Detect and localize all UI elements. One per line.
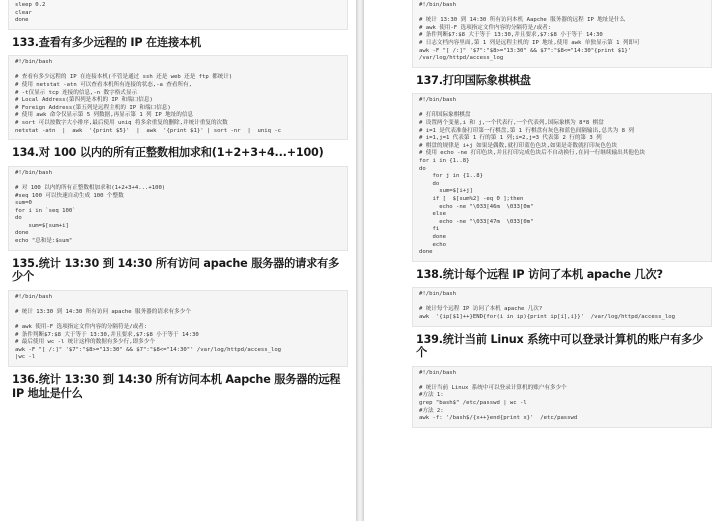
- code-line: for j in {1..8}: [419, 173, 483, 180]
- code-line: #!/bin/bash: [419, 2, 457, 8]
- code-block-134: [8, 166, 348, 251]
- heading-135: 135.统计 13:30 到 14:30 所有访问 apache 服务器的请求有多少个: [12, 256, 340, 284]
- code-line: # 使用 netstat -atn 可以查看本机所有连接的状态,-a 查看所有,: [15, 82, 193, 89]
- code-line: #!/bin/bash: [419, 291, 457, 298]
- code-block-133: [8, 55, 348, 140]
- code-line: # 统计每个远程 IP 访问了本机 apache 几次?: [419, 306, 543, 313]
- code-line: fi: [419, 226, 440, 233]
- code-line: # 查看有多少远程的 IP 在连接本机(不管是通过 ssh 还是 web 还是 ftp 都统计): [15, 74, 233, 81]
- page-gutter: [356, 0, 364, 521]
- code-line: echo -ne "\033[47m \033[0m": [419, 218, 534, 225]
- left-page: [0, 0, 356, 521]
- code-block-136: [412, 0, 712, 68]
- code-line: # Local Address(第四列是本机的 IP 和端口信息): [15, 97, 153, 104]
- code-line: # i=1,j=1 代表第 1 行的第 1 列;i=2,j=3 代表第 2 行的第 3 列: [419, 135, 602, 142]
- code-line: sleep 0.2: [15, 2, 46, 8]
- code-line: # 统计当前 Linux 系统中可以登录计算机的账户有多少个: [419, 384, 567, 391]
- code-line: #seq 100 可以快速自动生成 100 个整数: [15, 192, 124, 199]
- code-line: echo: [419, 241, 446, 248]
- code-line: # 打印国际象棋棋盘: [419, 112, 471, 119]
- code-block-138: [412, 287, 712, 326]
- code-line: # awk 使用-F 选项指定文件内容的分隔符是/或者:: [15, 324, 148, 331]
- right-page: [364, 0, 720, 521]
- code-line: [15, 177, 341, 185]
- code-block-137: [412, 93, 712, 261]
- code-line: # 条件判断$7:$8 大于等于 13:30,并且要求,$7:$8 小于等于 14:30: [419, 32, 603, 39]
- code-line: #!/bin/bash: [15, 59, 53, 66]
- code-line: sum=$[i+j]: [419, 188, 473, 195]
- code-line: /var/log/httpd/access_log: [419, 55, 504, 62]
- code-line: # 日志文档内容里面,第 1 列是远程主机的 IP 地址,使用 awk 单独显示第 1 列即可: [419, 39, 640, 46]
- code-line: [15, 301, 341, 309]
- code-line: #!/bin/bash: [15, 293, 53, 300]
- code-line: sum=$[sum+i]: [15, 222, 69, 229]
- code-line: # 条件判断$7:$8 大于等于 13:30,并且要求,$7:$8 小于等于 14:30: [15, 331, 199, 338]
- code-line: echo -ne "\033[46m \033[0m": [419, 203, 534, 210]
- code-line: awk -f: '/bash$/{x++}end{print x}' /etc/passwd: [419, 415, 578, 422]
- code-line: netstat -atn | awk '{print $5}' | awk '{print $1}' | sort -nr | uniq -c: [15, 127, 282, 134]
- code-line: clear: [15, 9, 32, 16]
- heading-137: 137.打印国际象棋棋盘: [416, 73, 531, 87]
- code-block-continued: [8, 0, 348, 30]
- code-line: # 统计 13:30 到 14:30 所有访问 apache 服务器的请求有多少个: [15, 308, 191, 315]
- code-line: grep "bash$" /etc/passwd | wc -l: [419, 399, 527, 406]
- code-line: #!/bin/bash: [419, 369, 457, 376]
- code-line: for i in {1..8}: [419, 158, 470, 164]
- code-line: #!/bin/bash: [15, 169, 53, 176]
- code-line: done: [15, 230, 29, 237]
- code-line: # sort 可以按数字大小排序,最后使用 uniq 将多余重复的删除,并统计重复的次数: [15, 120, 228, 127]
- heading-133: 133.查看有多少远程的 IP 在连接本机: [12, 35, 201, 49]
- left-column: [8, 0, 348, 406]
- heading-136: 136.统计 13:30 到 14:30 所有访问本机 Aapche 服务器的远程 IP 地址是什么: [12, 373, 341, 400]
- code-line: done: [419, 249, 433, 256]
- code-line: echo "总和是:$sum": [15, 238, 73, 245]
- code-line: # i=1 是代表准备打印第一行棋盘,第 1 行棋盘有灰色和蓝色间隔输出,总共为 8 列: [419, 127, 634, 134]
- code-line: [15, 316, 341, 324]
- code-line: #方法 1:: [419, 392, 444, 399]
- heading-138: 138.统计每个远程 IP 访问了本机 apache 几次?: [416, 267, 663, 281]
- code-line: # 对 100 以内的所有正整数相加求和(1+2+3+4...+100): [15, 184, 166, 191]
- code-line: # Foreign Address(第五列是远程主机的 IP 和端口信息): [15, 104, 171, 111]
- code-line: # 使用 echo -ne 打印色块,并且打印完成色块后不自动换行,在同一行继续输出其他色块: [419, 150, 646, 157]
- code-block-139: [412, 366, 712, 428]
- code-line: # awk 使用-F 选项指定文件内容的分隔符是/或者:: [419, 24, 552, 31]
- code-line: #!/bin/bash: [419, 97, 457, 104]
- code-line: [419, 377, 705, 385]
- code-line: sum=0: [15, 200, 32, 207]
- code-line: # 最后使用 wc -l 统计这样的数据有多少行,即多少个: [15, 339, 155, 346]
- code-block-135: [8, 290, 348, 367]
- code-line: # 设置两个变量,i 和 j,一个代表行,一个代表列,国际象棋为 8*8 棋盘: [419, 120, 604, 127]
- code-line: # -t仅显示 tcp 连接的信息,-n 数字格式显示: [15, 89, 138, 96]
- code-line: else: [419, 211, 446, 218]
- code-line: awk -F "[ /:]" '$7":"$8>="13:30" && $7":"$8<="14:30"' /var/log/httpd/access_log: [15, 346, 282, 353]
- code-line: if [ $[sum%2] -eq 0 ];then: [419, 195, 524, 202]
- right-column: [412, 0, 712, 428]
- code-line: for i in `seq 100`: [15, 207, 76, 214]
- code-line: awk '{ip[$1]++}END{for(i in ip){print ip[i],i}}' /var/log/httpd/access_log: [419, 314, 675, 320]
- code-line: do: [419, 180, 440, 187]
- code-line: do: [419, 165, 426, 172]
- heading-134: 134.对 100 以内的所有正整数相加求和(1+2+3+4...+100): [12, 146, 324, 160]
- code-line: done: [419, 233, 446, 240]
- code-line: # 使用 awk 命令仅显示第 5 列数据,再显示第 1 列 IP 地址的信息: [15, 112, 194, 119]
- code-line: do: [15, 215, 22, 222]
- code-line: |wc -l: [15, 354, 36, 361]
- code-line: #方法 2:: [419, 407, 444, 414]
- code-line: # 棋盘的规律是 i+j 如果是偶数,就打印蓝色色块,如果是奇数就打印灰色色块: [419, 142, 618, 149]
- code-line: done: [15, 17, 29, 24]
- code-line: # 统计 13:30 到 14:30 所有访问本机 Aapche 服务器的远程 IP 地址是什么: [419, 17, 626, 24]
- heading-139: 139.统计当前 Linux 系统中可以登录计算机的账户有多少个: [416, 332, 704, 360]
- code-line: awk -F "[ /:]" '$7":"$8>="13:30" && $7":"$8<="14:30"{print $1}': [419, 47, 632, 54]
